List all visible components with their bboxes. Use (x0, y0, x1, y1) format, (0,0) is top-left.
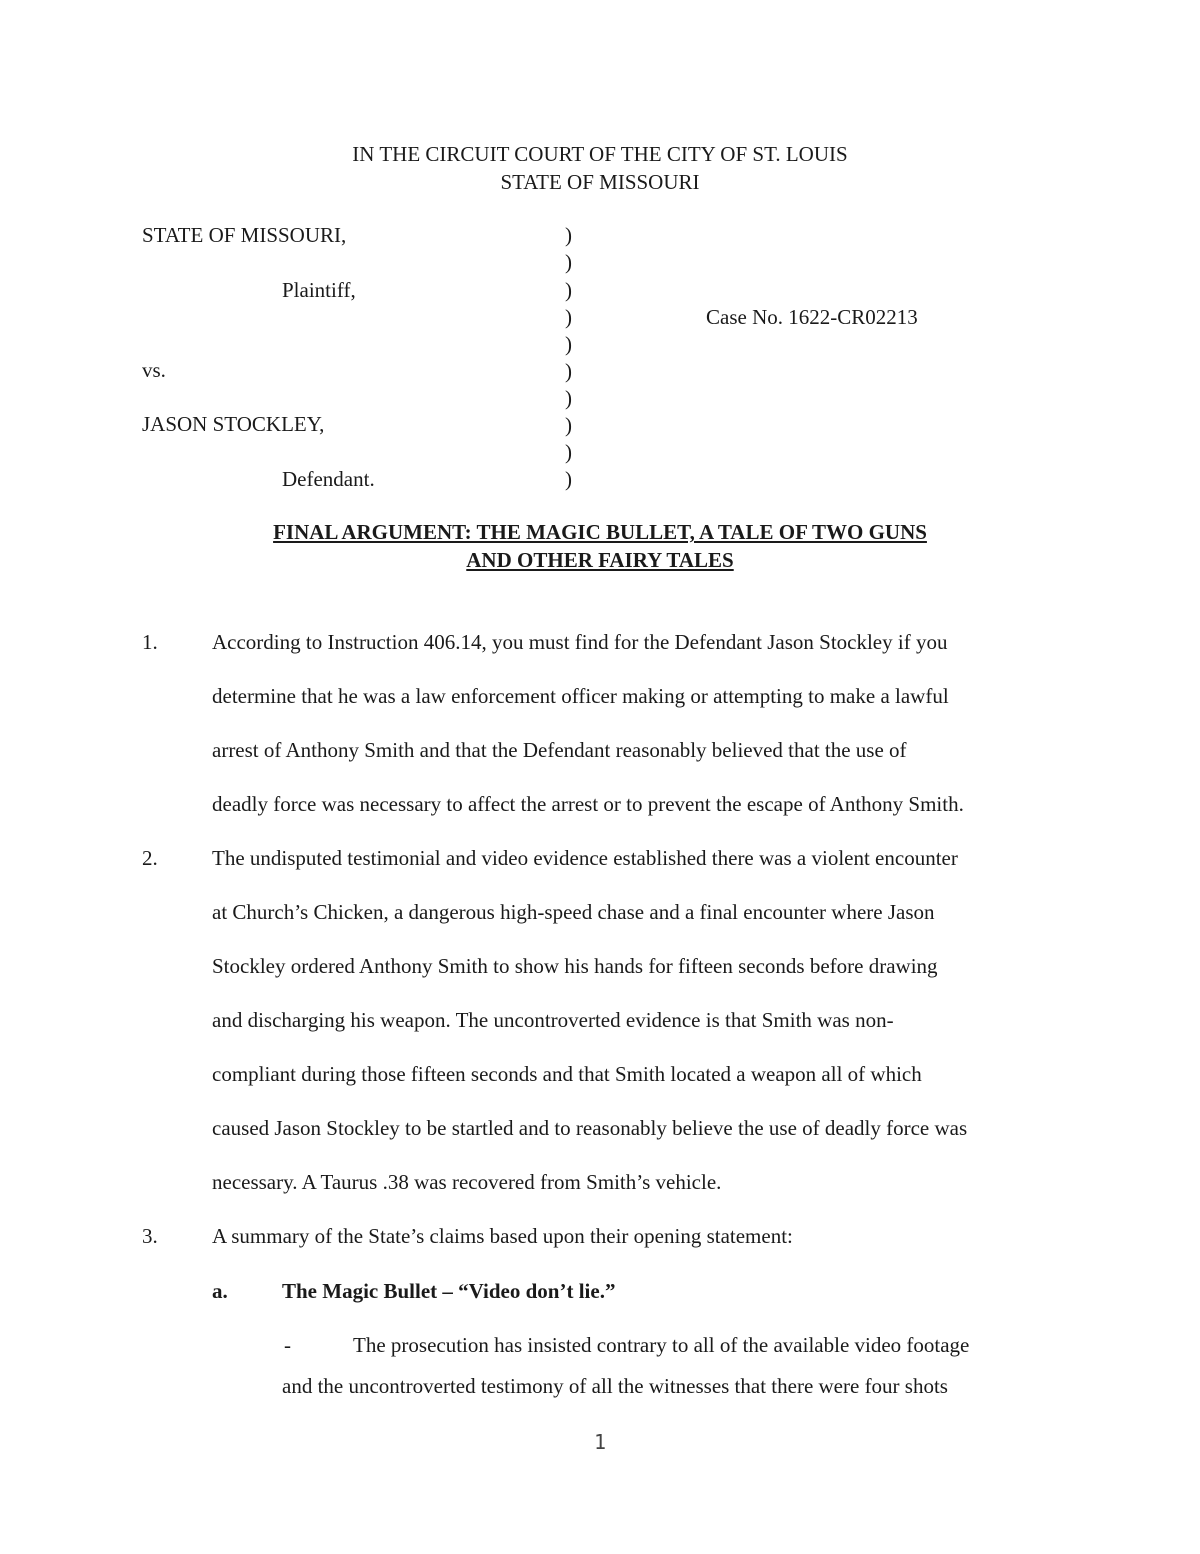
subsection-heading: The Magic Bullet – “Video don’t lie.” (282, 1279, 616, 1303)
caption-paren: ) (565, 305, 572, 329)
paragraph-line: The undisputed testimonial and video evidence established there was a violent encounter (212, 846, 958, 870)
page-number: 1 (593, 1430, 607, 1454)
paragraph-line: and discharging his weapon. The uncontroverted evidence is that Smith was non- (212, 1008, 894, 1032)
paragraph-line: caused Jason Stockley to be startled and to reasonably believe the use of deadly force was (212, 1116, 968, 1140)
paragraph-line: compliant during those fifteen seconds and that Smith located a weapon all of which (212, 1062, 922, 1086)
defendant-role: Defendant. (282, 467, 375, 491)
defendant-name: JASON STOCKLEY, (142, 412, 325, 436)
paragraph-line: According to Instruction 406.14, you must find for the Defendant Jason Stockley if you (212, 630, 948, 654)
bullet-dash: - (284, 1333, 291, 1357)
caption-paren: ) (565, 359, 572, 383)
versus-label: vs. (142, 358, 166, 382)
paragraph-line: determine that he was a law enforcement officer making or attempting to make a lawful (212, 684, 949, 708)
paragraph-number: 2. (142, 846, 158, 870)
caption-paren: ) (565, 223, 572, 247)
document-title-line2: AND OTHER FAIRY TALES (466, 548, 734, 572)
caption-paren: ) (565, 250, 572, 274)
paragraph-number: 3. (142, 1224, 158, 1248)
court-header-line2: STATE OF MISSOURI (500, 170, 700, 194)
paragraph-line: at Church’s Chicken, a dangerous high-speed chase and a final encounter where Jason (212, 900, 935, 924)
paragraph-line: A summary of the State’s claims based upon their opening statement: (212, 1224, 793, 1248)
paragraph-line: Stockley ordered Anthony Smith to show his hands for fifteen seconds before drawing (212, 954, 938, 978)
caption-paren: ) (565, 440, 572, 464)
case-number: Case No. 1622-CR02213 (706, 305, 918, 329)
caption-paren: ) (565, 278, 572, 302)
caption-paren: ) (565, 467, 572, 491)
court-header-line1: IN THE CIRCUIT COURT OF THE CITY OF ST. LOUIS (352, 142, 848, 166)
paragraph-number: 1. (142, 630, 158, 654)
paragraph-line: deadly force was necessary to affect the arrest or to prevent the escape of Anthony Smith. (212, 792, 964, 816)
caption-paren: ) (565, 386, 572, 410)
plaintiff-role: Plaintiff, (282, 278, 356, 302)
subsection-line: and the uncontroverted testimony of all the witnesses that there were four shots (282, 1374, 948, 1398)
document-title-line1: FINAL ARGUMENT: THE MAGIC BULLET, A TALE OF TWO GUNS (273, 520, 927, 544)
caption-paren: ) (565, 332, 572, 356)
paragraph-line: arrest of Anthony Smith and that the Defendant reasonably believed that the use of (212, 738, 907, 762)
subsection-line: The prosecution has insisted contrary to all of the available video footage (353, 1333, 970, 1357)
paragraph-line: necessary. A Taurus .38 was recovered from Smith’s vehicle. (212, 1170, 722, 1194)
plaintiff-name: STATE OF MISSOURI, (142, 223, 347, 247)
subsection-letter: a. (212, 1279, 228, 1303)
caption-paren: ) (565, 413, 572, 437)
